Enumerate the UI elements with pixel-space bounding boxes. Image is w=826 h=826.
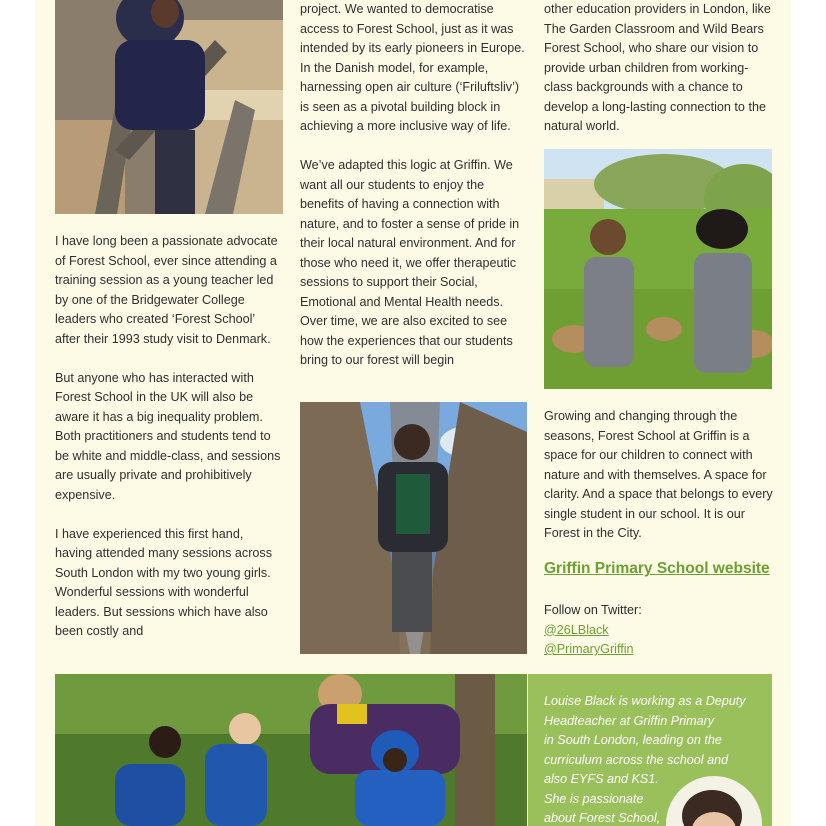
article-column-2 <box>300 0 526 390</box>
bio-line: She is passionate <box>544 791 644 806</box>
photo-girls-in-garden <box>544 149 772 389</box>
author-bio-box <box>528 674 772 826</box>
article-column-3-bottom <box>544 407 774 563</box>
article-column-3-top <box>544 0 774 156</box>
twitter-link-primarygriffin[interactable]: @PrimaryGriffin <box>544 642 634 656</box>
follow-label: Follow on Twitter: <box>544 603 642 617</box>
paragraph: I have experienced this first hand, having attended many sessions across South London with my two young girls. Wonderful sessions with wonderful leaders. But sessions which have also been costly and <box>55 526 273 638</box>
school-website-link[interactable]: Griffin Primary School website <box>544 560 770 577</box>
photo-children-planting <box>55 674 527 826</box>
paragraph: We’ve adapted this logic at Griffin. We want all our students to enjoy the benefits of having a connection with nature, and to foster a sense of pride in their local natural environment. And for those who need it, we offer therapeutic sessions to support their Social, Emotional and Mental Health needs. Over time, we are also excited to see how the experiences that our students bring to our forest will begin <box>300 158 520 367</box>
twitter-follow <box>544 601 642 660</box>
bio-line: in South London, leading on the <box>544 733 722 747</box>
author-portrait <box>664 774 764 826</box>
bio-line: Headteacher at Griffin Primary <box>544 713 715 728</box>
twitter-link-26lblack[interactable]: @26LBlack <box>544 622 609 637</box>
paragraph: project. We wanted to democratise access to Forest School, just as it was intended by its early pioneers in Europe. In the Danish model, for example, harnessing open air culture (‘Friluftsliv’) is seen as a pivotal building block in achieving a more inclusive way of life. <box>300 2 525 133</box>
bio-line: Louise Black is working as a Deputy <box>544 694 746 708</box>
article-column-1 <box>55 232 283 661</box>
paragraph: I have long been a passionate advocate of Forest School, ever since attending a training session as a young teacher led by one of the Bridgewater College leaders who created ‘Forest School’ after their 1993 study visit to Denmark. <box>55 234 278 346</box>
bio-line: also EYFS and KS1. <box>544 772 659 786</box>
paragraph: Growing and changing through the seasons, Forest School at Griffin is a space for our children to connect with nature and with themselves. A space for clarity. And a space that belongs to every single student in our school. It is our Forest in the City. <box>544 409 773 540</box>
paragraph: other education providers in London, like The Garden Classroom and Wild Bears Forest School, who share our vision to provide urban children from working-class backgrounds with a chance to develop a long-lasting connection to the natural world. <box>544 2 771 133</box>
photo-child-in-tree <box>55 0 283 214</box>
photo-child-on-tepee <box>300 402 527 654</box>
bio-line: curriculum across the school and <box>544 752 729 767</box>
bio-line: about Forest School, <box>544 811 661 825</box>
paragraph: But anyone who has interacted with Forest School in the UK will also be aware it has a big inequality problem. Both practitioners and students tend to be white and middle-class, and sessions are usually private and prohibitively expensive. <box>55 370 281 502</box>
